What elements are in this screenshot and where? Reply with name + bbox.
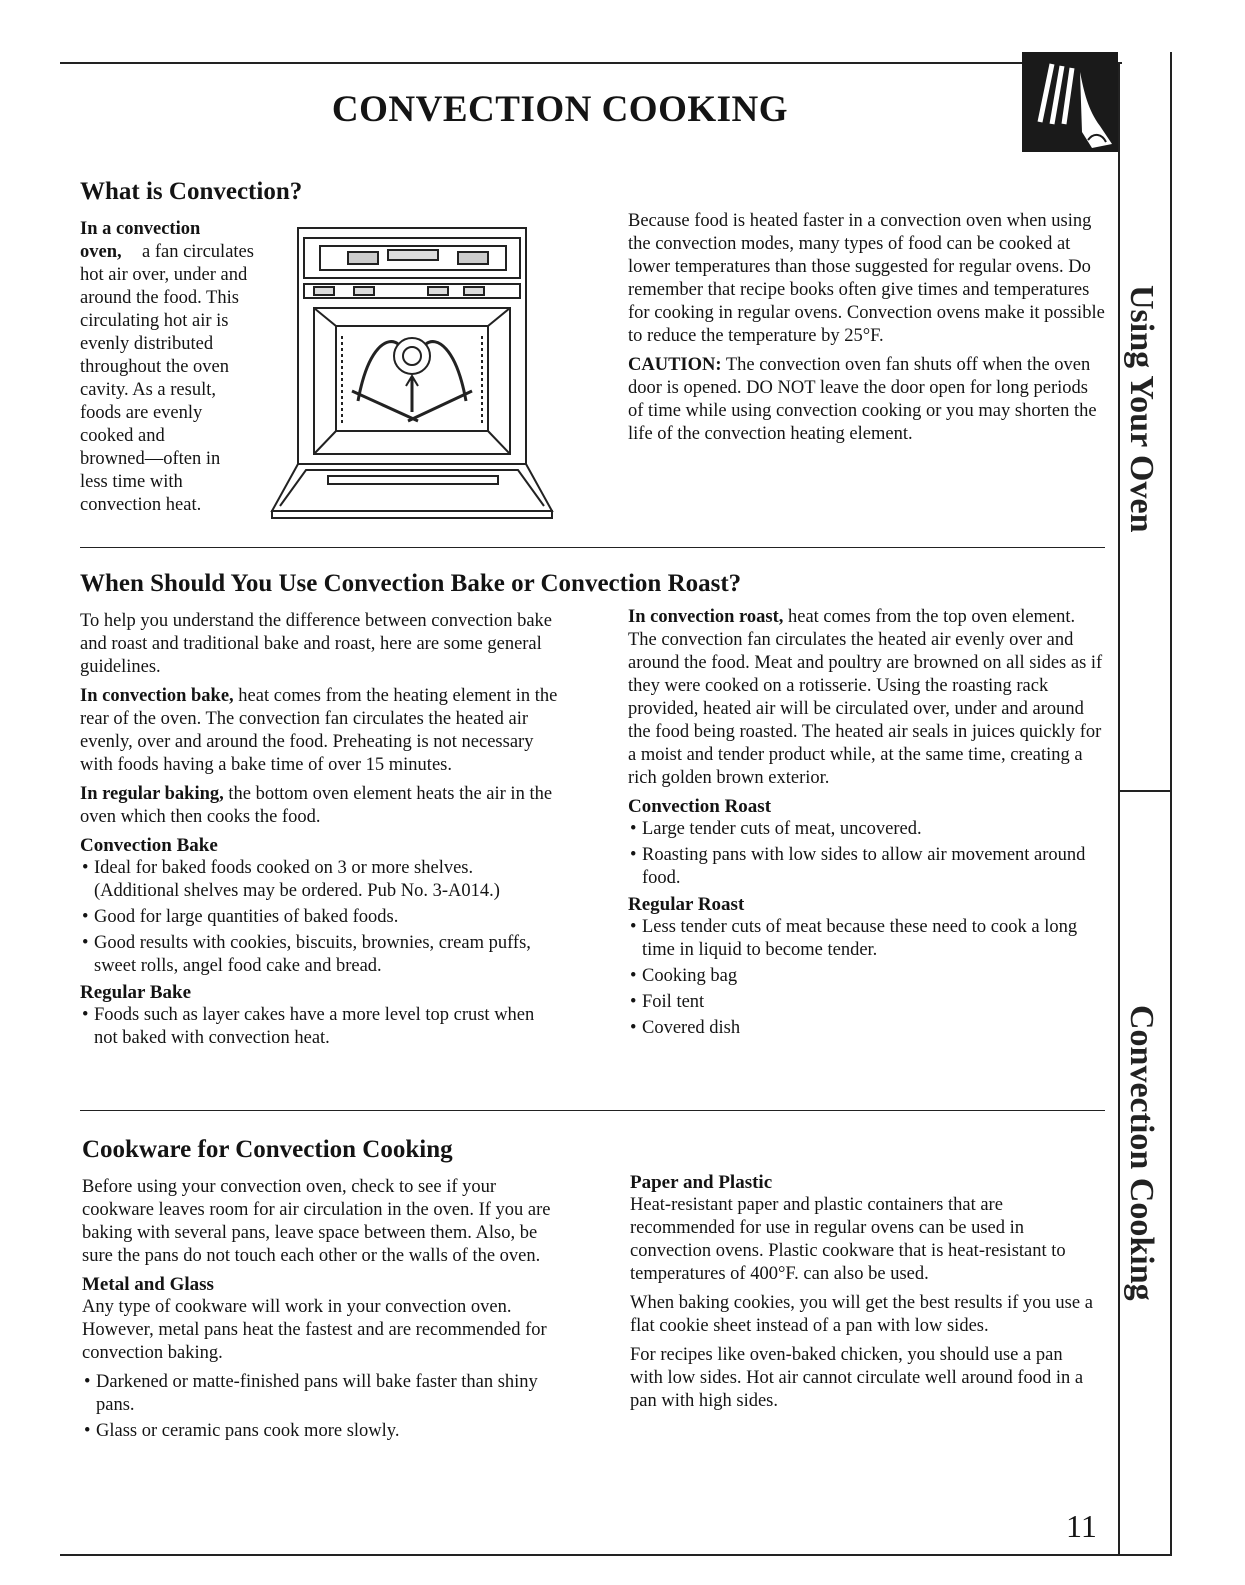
list-item-text: Large tender cuts of meat, uncovered.	[642, 819, 922, 839]
list-item: • Good results with cookies, biscuits, brownies, cream puffs, sweet rolls, angel food cake and bread.	[82, 933, 531, 976]
text-line: less time with	[80, 472, 183, 492]
section2-heading: When Should You Use Convection Bake or Convection Roast?	[80, 570, 742, 597]
convection-roast-text: heat comes from the top oven element. The convection fan circulates the heated air evenly over and around the food. Meat and poultry are browned on all sides as if they were cooked on a rotisserie. Using the roasting rack provided, heated air will be circulated over, under and around the food being roasted. The heated air seals in juices quickly for a moist and tender product while, at the same time, creating a rich golden brown exterior.	[628, 607, 1103, 788]
list-item-text: Glass or ceramic pans cook more slowly.	[96, 1421, 400, 1441]
caution-text: The convection oven fan shuts off when the oven door is opened. DO NOT leave the door open for long periods of time while using convection cooking or you may shorten the life of the convection heating element.	[628, 355, 1097, 444]
text-line: browned—often in	[80, 449, 221, 469]
metal-glass-heading: Metal and Glass	[82, 1274, 214, 1295]
list-item: • Ideal for baked foods cooked on 3 or more shelves. (Additional shelves may be ordered. Pub No. 3-A014.)	[82, 858, 500, 901]
top-rule	[60, 62, 1122, 64]
section3-right-column	[630, 1172, 1100, 1419]
regular-bake-list	[80, 1004, 560, 1050]
regular-baking-paragraph	[80, 783, 560, 829]
metal-glass-text: Any type of cookware will work in your convection oven. However, metal pans heat the fastest and are recommended for convection baking.	[82, 1297, 547, 1363]
list-item-text: Ideal for baked foods cooked on 3 or more shelves. (Additional shelves may be ordered. Pub No. 3-A014.)	[94, 858, 500, 901]
metal-glass-list	[82, 1371, 552, 1443]
list-item: • Less tender cuts of meat because these need to cook a long time in liquid to become tender.	[630, 917, 1078, 960]
convection-lead: In a convection oven,	[80, 219, 201, 262]
section1-left-text	[80, 218, 280, 517]
convection-temperature-paragraph: Because food is heated faster in a convection oven when using the convection modes, many types of food can be cooked at lower temperatures than those suggested for regular ovens. Do remember that recipe books often give times and temperatures for cooking in regular ovens. Convection ovens make it possible to reduce the temperature by 25°F.	[628, 211, 1105, 346]
convection-roast-label: In convection roast,	[628, 607, 784, 627]
section3-heading: Cookware for Convection Cooking	[82, 1136, 453, 1163]
regular-roast-heading: Regular Roast	[628, 894, 745, 915]
convection-bake-heading: Convection Bake	[80, 835, 218, 856]
section2-left-column	[80, 610, 560, 1053]
section2-divider	[80, 1110, 1105, 1111]
list-item: • Foods such as layer cakes have a more level top crust when not baked with convection heat.	[82, 1005, 535, 1048]
tab-column-right-line	[1170, 52, 1172, 1556]
convection-roast-list	[628, 818, 1106, 890]
text-line: cooked and	[80, 426, 165, 446]
paper-plastic-text: Heat-resistant paper and plastic containers that are recommended for use in regular ovens can be used in convection ovens. Plastic cookware that is heat-resistant to temperatures of 400°F. can also be used.	[630, 1195, 1066, 1284]
list-item: • Cooking bag	[630, 966, 738, 986]
list-item: • Good for large quantities of baked foods.	[82, 907, 399, 927]
list-item-text: Covered dish	[642, 1018, 741, 1038]
text-line: convection heat.	[80, 495, 202, 515]
caution-label: CAUTION:	[628, 355, 722, 375]
section1-heading: What is Convection?	[80, 178, 303, 205]
list-item: • Glass or ceramic pans cook more slowly.	[84, 1421, 400, 1441]
section2-intro: To help you understand the difference between convection bake and roast and traditional bake and roast, here are some general guidelines.	[80, 611, 552, 677]
regular-bake-heading: Regular Bake	[80, 982, 192, 1003]
chicken-text: For recipes like oven-baked chicken, you should use a pan with low sides. Hot air cannot circulate well around food in a pan with high sides.	[630, 1345, 1084, 1411]
convection-bake-text: heat comes from the heating element in the rear of the oven. The convection fan circulates the heated air evenly, over and around the food. Preheating is not necessary with foods having a bake time of over 15 minutes.	[80, 686, 558, 775]
side-tab-using-your-oven: Using Your Oven	[1123, 285, 1160, 533]
list-item: • Roasting pans with low sides to allow air movement around food.	[630, 845, 1086, 888]
convection-roast-paragraph	[628, 606, 1106, 790]
list-item-text: Darkened or matte-finished pans will bake faster than shiny pans.	[96, 1372, 538, 1415]
cookware-intro: Before using your convection oven, check to see if your cookware leaves room for air circulation in the oven. If you are baking with several pans, leave space between them. Also, be sure the pans do not touch each other or the walls of the oven.	[82, 1177, 551, 1266]
tab-column-left-line	[1118, 62, 1120, 1556]
bottom-rule	[60, 1554, 1172, 1556]
list-item-text: Good results with cookies, biscuits, brownies, cream puffs, sweet rolls, angel food cake and bread.	[94, 933, 531, 976]
paper-plastic-heading: Paper and Plastic	[630, 1172, 773, 1193]
convection-roast-heading: Convection Roast	[628, 796, 772, 817]
tab-divider	[1120, 790, 1170, 792]
list-item-text: Foods such as layer cakes have a more level top crust when not baked with convection heat.	[94, 1005, 535, 1048]
section2-right-column	[628, 606, 1106, 1043]
text-line: hot air over, under and	[80, 265, 248, 285]
list-item: • Covered dish	[630, 1018, 741, 1038]
regular-roast-list	[628, 916, 1106, 1040]
list-item: • Foil tent	[630, 992, 705, 1012]
list-item-text: Less tender cuts of meat because these need to cook a long time in liquid to become tender.	[642, 917, 1078, 960]
convection-bake-paragraph	[80, 685, 560, 777]
convection-bake-list	[80, 857, 560, 978]
list-item-text: Roasting pans with low sides to allow air movement around food.	[642, 845, 1086, 888]
convection-oven-illustration	[268, 226, 558, 526]
text-line: throughout the oven	[80, 357, 230, 377]
page-title: CONVECTION COOKING	[331, 89, 789, 130]
caution-paragraph	[628, 354, 1106, 446]
text-line: cavity. As a result,	[80, 380, 216, 400]
list-item: • Darkened or matte-finished pans will bake faster than shiny pans.	[84, 1372, 538, 1415]
text-line: foods are evenly	[80, 403, 203, 423]
list-item-text: Cooking bag	[642, 966, 738, 986]
section1-right-text	[628, 210, 1106, 452]
section3-left-column	[82, 1176, 552, 1446]
side-tab-convection-cooking: Convection Cooking	[1123, 1005, 1160, 1301]
text-line: a fan circulates	[142, 242, 254, 262]
convection-bake-label: In convection bake,	[80, 686, 234, 706]
cookie-text: When baking cookies, you will get the best results if you use a flat cookie sheet instead of a pan with low sides.	[630, 1293, 1093, 1336]
list-item: • Large tender cuts of meat, uncovered.	[630, 819, 922, 839]
regular-baking-text: the bottom oven element heats the air in the oven which then cooks the food.	[80, 784, 553, 827]
text-line: around the food. This	[80, 288, 239, 308]
section1-divider	[80, 547, 1105, 548]
regular-baking-label: In regular baking,	[80, 784, 224, 804]
text-line: evenly distributed	[80, 334, 214, 354]
text-line: circulating hot air is	[80, 311, 229, 331]
list-item-text: Foil tent	[642, 992, 705, 1012]
list-item-text: Good for large quantities of baked foods.	[94, 907, 399, 927]
page-number: 11	[1066, 1508, 1097, 1544]
